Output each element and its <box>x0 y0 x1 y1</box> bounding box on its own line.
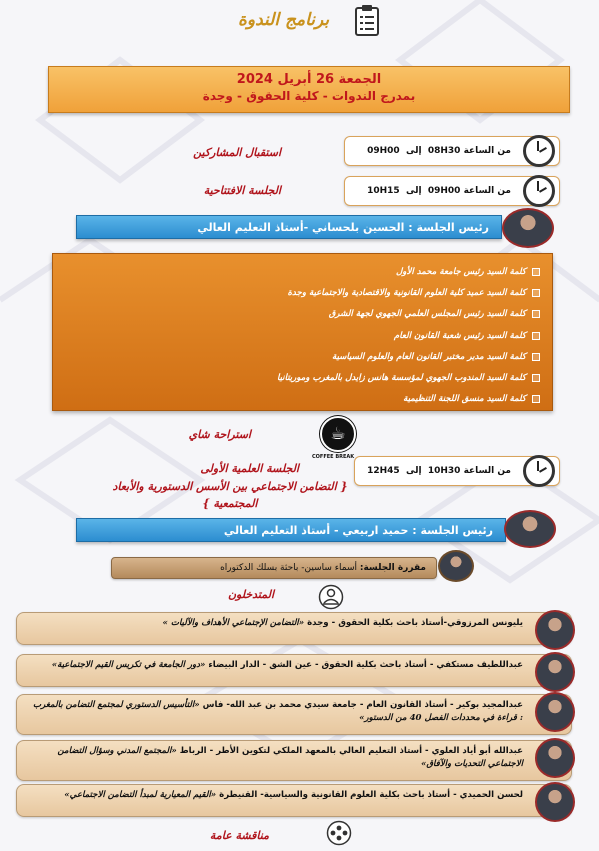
speech-text: كلمة السيد مدير مختبر القانون العام والعلوم السياسية <box>332 351 526 362</box>
page-title: برنامج الندوة <box>238 10 330 30</box>
date-box <box>48 66 570 113</box>
avatar <box>502 208 554 248</box>
avatar <box>535 738 575 778</box>
clock-icon <box>523 175 555 207</box>
speech-text: كلمة السيد رئيس شعبة القانون العام <box>393 330 526 341</box>
opening-label: الجلسة الافتتاحية <box>203 184 281 197</box>
speaker-item <box>16 654 572 687</box>
session1-subtitle: { التضامن الاجتماعي بين الأسس الدستورية والأبعاد المجتمعية } <box>112 480 348 510</box>
session-chair-bar: رئيس الجلسة : الحسين بلحساني -أستاذ التعليم العالي <box>76 215 502 239</box>
speaker-name: عبدالمجيد بوكير - أستاذ القانون العام - جامعة سيدي محمد بن عبد الله- فاس <box>202 700 523 710</box>
checkbox-icon <box>532 310 540 318</box>
clipboard-list-icon <box>354 4 380 36</box>
speech-text: كلمة السيد عميد كلية العلوم القانونية والاقتصادية والاجتماعية وجدة <box>287 287 526 298</box>
checkbox-icon <box>532 332 540 340</box>
speech-item <box>63 261 540 282</box>
talk-title: «التأسيس الدستوري لمجتمع التضامن بالمغرب : قراءة في محددات الفصل 40 من الدستور» <box>33 700 523 723</box>
speaker-icon <box>318 584 344 610</box>
talk-title: «دور الجامعة في تكريس القيم الاجتماعية» <box>51 660 206 670</box>
speaker-item <box>16 740 572 781</box>
speaker-name: لحسن الحميدي - أستاذ باحث بكلية العلوم القانونية والسياسية- القنيطرة <box>219 790 523 800</box>
speech-text: كلمة السيد رئيس المجلس العلمي الجهوي لجهة الشرق <box>328 309 526 320</box>
avatar <box>535 782 575 822</box>
avatar <box>535 610 575 650</box>
session1-label: الجلسة العلمية الأولى <box>200 462 299 475</box>
talk-title: «المجتمع المدني وسؤال التضامن الاجتماعي التحديات والآفاق» <box>57 746 523 769</box>
session1-to: 12H45 <box>367 466 400 476</box>
avatar <box>438 550 474 582</box>
checkbox-icon <box>532 268 540 276</box>
venue-line: بمدرج الندوات - كلية الحقوق - وجدة <box>202 89 416 103</box>
checkbox-icon <box>532 289 540 297</box>
speaker-name: يليونس المرزوقي-أستاذ باحث بكلية الحقوق - وجدة <box>307 618 523 628</box>
date-line: الجمعة 26 أبريل 2024 <box>236 72 382 87</box>
checkbox-icon <box>532 374 540 382</box>
speech-item <box>63 304 540 325</box>
speech-item <box>63 389 540 410</box>
clock-icon <box>523 135 555 167</box>
avatar <box>535 652 575 692</box>
speaker-item <box>16 784 572 817</box>
speaker-name: عبدالله أبو أياد العلوي - أستاذ التعليم العالي بالمعهد الملكي لتكوين الأطر - الرباط <box>179 746 523 756</box>
opening-speeches-panel <box>52 253 553 411</box>
session-chair-name: الحسين بلحساني -أستاذ التعليم العالي <box>197 220 405 234</box>
discussion-group-icon <box>326 820 352 846</box>
speaker-item <box>16 694 572 735</box>
session1-from: 10H30 <box>427 466 461 476</box>
reception-time-box: من الساعة 08H30 إلى 09H00 <box>344 136 560 166</box>
talk-title: «التضامن الإجتماعي الأهداف والآليات » <box>162 618 305 628</box>
reception-to: 09H00 <box>367 146 400 156</box>
speakers-label: المتدخلون <box>227 588 274 601</box>
checkbox-icon <box>532 395 540 403</box>
speech-item <box>63 367 540 388</box>
avatar <box>535 692 575 732</box>
speech-text: كلمة السيد رئيس جامعة محمد الأول <box>396 266 526 277</box>
checkbox-icon <box>532 353 540 361</box>
opening-time-box: من الساعة 09H00 إلى 10H15 <box>344 176 560 206</box>
speech-item <box>63 325 540 346</box>
discussion-label: مناقشة عامة <box>209 829 269 842</box>
clock-icon <box>523 455 555 487</box>
speaker-item <box>16 612 572 645</box>
rapporteur-bar: مقررة الجلسة: أسماء ساسين- باحثة بسلك الدكتوراه <box>111 557 437 579</box>
speech-text: كلمة السيد المندوب الجهوي لمؤسسة هانس زايدل بالمغرب وموريتانيا <box>276 373 526 384</box>
opening-from: 09H00 <box>427 186 461 196</box>
speech-item <box>63 282 540 303</box>
reception-label: استقبال المشاركين <box>193 146 281 159</box>
session-chair-bar: رئيس الجلسة : حميد اربيعي - أستاذ التعليم العالي <box>76 518 506 542</box>
talk-title: «القيم المعيارية لمبدأ التضامن الاجتماعي» <box>64 790 217 800</box>
opening-to: 10H15 <box>367 186 400 196</box>
rapporteur-name: أسماء ساسين- باحثة بسلك الدكتوراه <box>220 563 357 573</box>
coffee-break-icon-text: COFFEE BREAK <box>312 454 355 460</box>
avatar <box>504 510 556 548</box>
speaker-name: عبداللطيف مستكفي - أستاذ باحث بكلية الحقوق - عين الشق - الدار البيضاء <box>208 660 523 670</box>
opening-speeches-list <box>63 261 540 410</box>
speech-text: كلمة السيد منسق اللجنة التنظيمية <box>403 394 526 405</box>
session1-time-box: من الساعة 10H30 إلى 12H45 <box>354 456 560 486</box>
speech-item <box>63 346 540 367</box>
break-label: استراحة شاي <box>188 428 251 441</box>
session-chair-name: حميد اربيعي - أستاذ التعليم العالي <box>223 523 409 537</box>
reception-from: 08H30 <box>427 146 461 156</box>
coffee-break-icon: ☕ <box>320 416 356 452</box>
